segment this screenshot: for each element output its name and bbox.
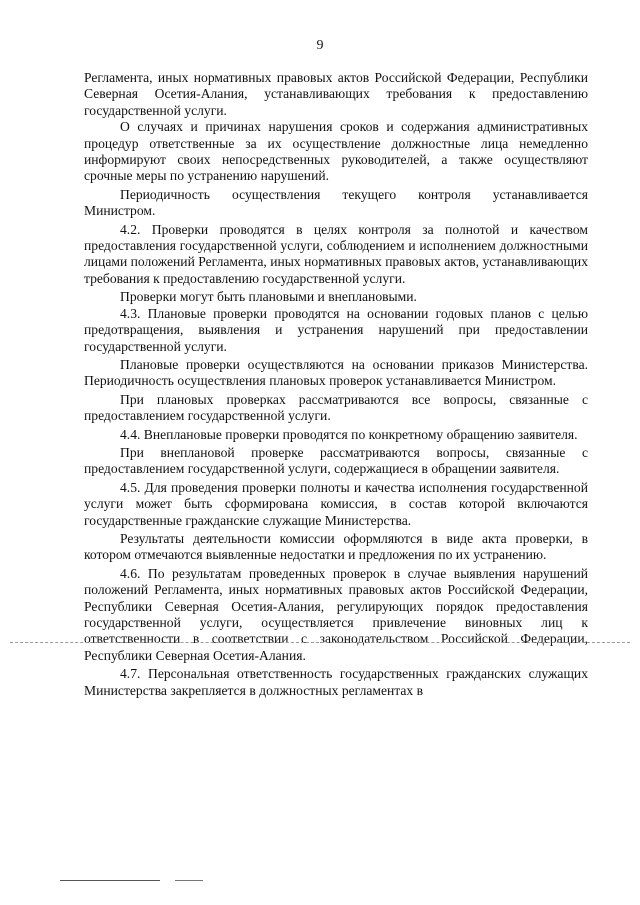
document-body (84, 70, 588, 699)
footer-rule-short (175, 880, 203, 881)
paragraph-2: О случаях и причинах нарушения сроков и содержания административных процедур ответственные за их осуществление должностные лица немедленно информируют своих непосредственных руководителей, а также осуществляют срочные меры по устранению нарушений. (84, 119, 588, 184)
paragraph-7: Плановые проверки осуществляются на основании приказов Министерства. Периодичность осуществления плановых проверок устанавливается Министром. (84, 356, 588, 389)
paragraph-10: При внеплановой проверке рассматриваются вопросы, связанные с предоставлением государственной услуги, содержащиеся в обращении заявителя. (84, 444, 588, 477)
paragraph-4-2: 4.2. Проверки проводятся в целях контроля за полнотой и качеством предоставления государственной услуги, соблюдением и исполнением должностными лицами положений Регламента, иных нормативных правовых актов, устанавливающих требования к предоставлению государственной услуги. (84, 221, 588, 286)
paragraph-8: При плановых проверках рассматриваются все вопросы, связанные с предоставлением государственной услуги. (84, 391, 588, 424)
paragraph-5: Проверки могут быть плановыми и внеплановыми. (120, 289, 417, 305)
page-number: 9 (316, 38, 324, 53)
paragraph-3: Периодичность осуществления текущего контроля устанавливается Министром. (84, 186, 588, 219)
scan-artifact-line (10, 642, 630, 643)
paragraph-1: Регламента, иных нормативных правовых актов Российской Федерации, Республики Северная Осетия-Алания, устанавливающих требования к предоставлению государственной услуги. (84, 70, 588, 118)
paragraph-4-4: 4.4. Внеплановые проверки проводятся по конкретному обращению заявителя. (120, 426, 578, 442)
paragraph-12: Результаты деятельности комиссии оформляются в виде акта проверки, в котором отмечаются выявленные недостатки и предложения по их устранению. (84, 530, 588, 563)
footer-rule (60, 880, 160, 881)
paragraph-4-3: 4.3. Плановые проверки проводятся на основании годовых планов с целью предотвращения, выявления и устранения нарушений при предоставлении государственной услуги. (84, 305, 588, 354)
paragraph-4-5: 4.5. Для проведения проверки полноты и качества исполнения государственной услуги может быть сформирована комиссия, в состав которой включаются государственные гражданские служащие Министерства. (84, 479, 588, 528)
paragraph-4-6: 4.6. По результатам проведенных проверок в случае выявления нарушений положений Регламента, иных нормативных правовых актов Российской Федерации, Республики Северная Осетия-Алания, регулирующих порядок предоставления государственной услуги, осуществляется привлечение виновных лиц к ответственности в соответствии с законодательством Российской Федерации, Республики Северная Осетия-Алания. (84, 565, 588, 663)
paragraph-4-7: 4.7. Персональная ответственность государственных гражданских служащих Министерства закрепляется в должностных регламентах в (84, 666, 588, 698)
